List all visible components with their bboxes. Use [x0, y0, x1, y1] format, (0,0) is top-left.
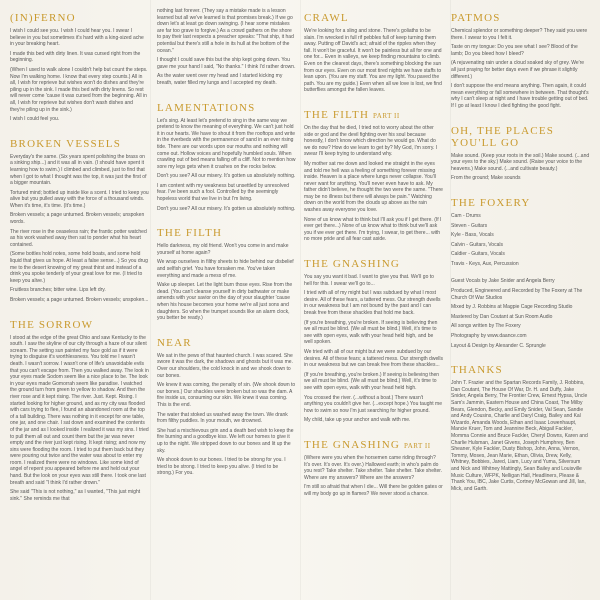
song-title-crawl: CRAWL [304, 12, 349, 24]
lyric-paragraph: I wish I could see you. I wish I could hear you. I swear I believe in you but sometimes it's hard with a king-sized ache in your breaking heart. [10, 28, 144, 48]
song-title-the-sorrow: THE SORROW [10, 318, 94, 331]
lyric-paragraph: (Some bottles hold notes, some hold boats, and some hold liquid that gives us hope. At least a false sense...) So you drug me to the desert knowing of my great thirst and instead of a drink you spoke tenderly of your great love for me. (I tried to keep you alive.) [10, 251, 148, 284]
band-member-credit: Kyle - Bass, Vocals [451, 232, 494, 239]
credit-layout: Layout & Design by Alexander C. Sprungle [451, 342, 546, 349]
lyric-paragraph: nothing last forever. (They say a mistake made is a lesson learned but all we've learned is that promises break.) If we go down let's at least go down swinging. (I hear some mistakes are far too grave to forgive.) As a crowd gathers on the shore to pay their last respects a preacher speaks: "That ship, it had potential but there's still a hole in its hull at the bottom of the ocean." [157, 8, 294, 54]
column-4 [451, 8, 590, 592]
credit-production: Produced, Engineered and Recorded by The Foxery at The Church Of War Studios [451, 288, 583, 301]
credit-mastering: Mastered by Dan Coutant at Sun Room Audio [451, 313, 553, 320]
song-title-the-filth-part-ii [304, 109, 443, 121]
lyric-paragraph: My mother sat me down and looked me straight in the eyes and told me hell was a feeling of something forever missing inside. Heaven is a place where lungs never collapse. You'll never want for anything. You'll never even have to ask. My father didn't believe, he thought the two were the same. "There may be no illness but there will always be pain." Watching down on the world from the clouds up above as the rain washes away everyone you love. [304, 160, 443, 214]
song-title-the-filth: THE FILTH [157, 227, 223, 240]
column-3 [304, 8, 443, 592]
song-title-near: NEAR [157, 336, 192, 349]
song-title-text: THE FILTH [304, 108, 370, 121]
lyric-paragraph: None of us know what to think but I'll ask you if I get there. (If I ever get there...) None of us know what to think but we'll ask you if we ever get there. I'm trying, I swear, to get there... with no more pride and all fear cast aside. [304, 216, 442, 243]
lyric-paragraph: Broken vessels; a page unturned. Broken vessels; unspoken words. [10, 212, 145, 226]
lyric-paragraph: You say you want it bad. I want to give you that. We'll go to hell for this. I swear we'll go to... [304, 274, 434, 287]
part-label: PART II [403, 441, 431, 450]
credit-songwriting: All songs written by The Foxery [451, 323, 521, 330]
song-title-broken-vessels: BROKEN VESSELS [10, 137, 122, 150]
section-title-thanks: THANKS [451, 364, 503, 377]
credit-guest-vocals: Guest Vocals by Jake Snider and Angela Berry [451, 278, 555, 285]
band-member-credit: Steven - Guitars [451, 222, 488, 229]
song-title-patmos: PATMOS [451, 12, 501, 24]
lyric-paragraph: As the water went over my head and I started kicking my breath, water filled my lungs and I accepted my death. [157, 73, 283, 86]
lyric-paragraph: We shook down to our bones. I tried to be strong for you. I tried to be strong. I tried to keep you alive. (I tried to be strong.) For you. [157, 457, 286, 477]
column-2 [157, 8, 296, 592]
lyric-paragraph: Make sound. (Keep your roots in the soil.) Make sound. (...and your eyes to the sky.) Make sound. (Raise your voice to the heavens.) Make sound. (...and cultivate beauty.) [451, 152, 590, 172]
lyric-paragraph: Everyday's the same. (Six years spent polishing the brass on a sinking ship...) and it was all in vain. (I should have spent it learning how to swim.) I climbed and climbed, just to find that when I got to what I thought was the top, it was just the first of a bigger mountain. [10, 153, 147, 187]
lyric-paragraph: (When I used to walk alone I couldn't help but count the steps. Now I'm walking home. I know that every step counts.) All in all, I wish for reprieve but wishes won't do dishes and they're piling up in the sink. I made this bed with dirty linens. So rest will never come 'cause it was cursed from the beginning. All in all, I wish for reprieve but wishes don't wash dishes and they're piling up in the sink.) [10, 66, 148, 113]
lyric-paragraph: I am content with my weakness but unsettled by unresolved fear. I've been such a fool. Controlled by the seemingly hopeless world that we live in but I'm living. [157, 182, 290, 203]
part-label: PART II [373, 111, 400, 120]
lyric-paragraph: I don't suppose the end means anything. Then again, it could mean everything or fall somewhere in between. That thought's why I can't sleep at night and I have trouble getting out of bed. If I go at least I know I died fighting the good fight. [451, 83, 589, 109]
band-member-credit: Caldier - Guitars, Vocals [451, 251, 505, 258]
fold-line [450, 0, 451, 600]
thanks-paragraph: John T. Frazier and the Spartan Records Family, J. Robbins, Dan Coutant, The House Of War, Dr. H. and Duffy, Jake Snider, Angela Berry, The Frontier Crew, Ernest Hypsa, Uncle Sam's Jammin, Eastern House and China Coast, The Milby Bears, Glendon, Becky, and Emily Snider, Val Sean, Sandie and Andy Cousins, Charlie and Daryl Craig, Bailey and Kal Wizardo, Amanda Woods, Ethan and Isaac Lowenhaupt, Mancie Kruer, Tom and Jeannine Beck, Abigail Fackler, Momma Connie and Bruce Fackler, Cheryl Downs, Karen and Charlie Hulsman, Janet Givens, Joseph Humphrey, Ben Sheaner, Kyle Fackler, Dusty Bishop, John, Anna, Vernon, Tommy, Moses, Jean Marie, Ethan, Olivia, Drew, Kelly, Whitney, Bobbies, Jared, Liam, Lucy and Yuma, Silversum and Nick and Whitney Mattingly, Sean Bailey and Louisville Music Culture, WFPK, Nelligan Hall, Headliners, Please & Thank You, IBC, Jake Curtis, Cortney McGowan and Jill, Ian, Mick, and Garth. [451, 380, 588, 492]
lyric-paragraph: She had a mischievous grin and a death bed wish to keep the fire burning and a goodbye kiss. We left our homes to give it up to the night. We stripped down to our bones and lit up the sky. [157, 427, 294, 454]
song-title-oh-the-places: OH, THE PLACES YOU'LL GO [451, 124, 555, 149]
fold-line [150, 0, 151, 600]
fold-line [300, 0, 301, 600]
lyric-paragraph: We tried with all of our might but we were subdued by our desires. All of these fears; a tattered mess. Our strength dwells in our weakness but we can break free from these shackles... [304, 348, 443, 369]
lyric-paragraph: We wrap ourselves in filthy sheets to hide behind our disbelief and selfish grief. You have forsaken me. You've taken everything and made a mess of me. [157, 259, 294, 279]
lyric-paragraph: You crossed the river. (...without a boat.) There wasn't anything you couldn't give her. (...except hope.) You taught me how to swim so now I'm just searching for higher ground. [304, 394, 442, 414]
lyric-paragraph: I tried with all of my might but I was subdued by what I most desire. All of these fears, a tattered mess. Our strength dwells in our weakness but I am not bound by the past and I can break free from these shackles that hold me back. [304, 290, 441, 316]
song-title-the-gnashing: THE GNASHING [304, 258, 400, 271]
band-member-credit: Cam - Drums [451, 212, 481, 219]
lyric-paragraph: (Where were you when the horsemen came riding through? It's over. It's over. It's over.) Hallowed earth; in who's palm do you rest? Take shelter. Take shelter. Take shelter. Take shelter. Where are my answers? Where are the answers? [304, 454, 443, 481]
lyric-paragraph: She said "This is not nothing," as I wanted, "This just might sink." She reminds me that [10, 489, 141, 502]
lyric-paragraph: Broken vessels; a page unturned. Broken vessels; unspoken... [10, 297, 149, 303]
lyric-paragraph: My child, take up your anchor and walk with me. [304, 417, 411, 424]
credit-photography: Photography by www.daance.com [451, 333, 527, 340]
lyric-paragraph: Don't you see? All our misery. It's gotten us absolutely nothing. [157, 173, 296, 180]
song-title-inferno: (IN)FERNO [10, 12, 76, 24]
lyric-paragraph: (A rejuvenating rain under a cloud soaked sky of grey. We're all just praying for better days even if we phrase it slightly different.) [451, 60, 585, 80]
lyric-paragraph: Let's sing. At least let's pretend to sing in the same way we pretend to know the meaning of everything. We can't just hold it in our hearts. We have to shout it from the rooftops and write in the riverbeds with the permanence of sand in an ever rising tide. There are our words upon our mouths and nothing will come out. Hollow voices and hopefully humbled souls. When crawling out of bed means falling off a cliff. Not to mention how sore my legs gets when it crashes on the rocks below. [157, 117, 296, 170]
lyric-paragraph: From the ground; Make sounds [451, 175, 521, 182]
lyric-paragraph: We knew it was coming, the penalty of sin. (We shook down to our bones.) Our shackles were broken but so was the dam. A fire inside us, consuming our skin. We knew it was coming. This is the end. [157, 382, 296, 408]
band-member-credit: Travis - Keys, Aux, Percussion [451, 260, 519, 267]
lyric-paragraph: Fruitless branches; bitter wine. Lips left dry. [10, 287, 106, 294]
lyric-paragraph: (If you're breathing, you're broken.) If seeing is believing then we all must be blind. (We all must be blind.) Well, it's time to see with open eyes, walk with your head held high. [304, 371, 440, 391]
lyric-paragraph: Tortured mind; bottled up inside like a scent. I tried to keep you alive but you pulled away with the force of a thousand winds. When it's time, it's time. (It's time.) [10, 189, 149, 209]
lyric-paragraph: I thought I could save this but the ship kept going down. You gave me your hand I said, "No thanks." I think I'd rather drown. [157, 57, 296, 70]
section-title-the-foxery: THE FOXERY [451, 196, 531, 209]
band-member-credit: Calvin - Guitars, Vocals [451, 241, 503, 248]
lyric-paragraph: I wish I could feel you. [10, 116, 60, 123]
lyric-paragraph: We're looking for a sling and stone. There's goliaths to be slain. I'm wrecked in full rif pebbles full of keep turning them away. Putting off David's act; afraid of the ripples when they fall. It won't be graceful. It won't be painless but all for one and one for... Even in valleys, we keep finding mountains to climb. Even on the clearest days, there's something blocking the sun from our eyes. Even on our most tired nights we have staffs to lean upon. (You are my staff. You are my light. You paved the path. You are my guide.) Even when all we love is lost, we find butterflies amongst the fallen leaves. [304, 28, 442, 94]
lyric-paragraph: (If you're breathing, you're broken. If seeing is believing then we all must be blind. (We all must be blind.) Well, it's time to see with open eyes, walk with your head held high, and be well spoken. [304, 319, 438, 346]
song-title-text: THE GNASHING [304, 438, 400, 451]
column-1 [10, 8, 149, 592]
song-title-lamentations: LAMENTATIONS [157, 101, 256, 114]
lyric-paragraph: I stood at the edge of the great Ohio and saw Kentucky to the south. I saw the skyline of our city through a haze of our silent scream. The setting sun painted my face gold as if it were trying to disguise it's worthlessness. You told me I wasn't death. I wasn't sorrow. I wasn't one of life's unavoidable evils that you can't escape from. Then you walked away. The look in your eyes made Sodom seem like a nice place to be. The look in your eyes made Gomorrah seem like paradise. I watched the ground turn from green to yellow to shadow. And then the river rose and it kept rising. The river. Just. Kept. Rising. I started looking for higher ground, and as my city was flooded with cars trying to flee, I found an abandoned room at the top of a tall building. There was nothing in it except for one table, one jar, and one chair. I sat down and examined the contents of the jar and as I looked inside I realized it was my sins. I tried to pull them all out and count them but the jar was never empty and the river just kept rising. It kept rising; and now my sins were flooding the room. I tried to put them back but they were pouring out twice and the water was about to enter my room. I realized there were no windows. Like some kind of angel of repent you appeared before me and held out your hand. But the look on your eyes was still there. I took one last breath and said "I think I'd rather drown." [10, 334, 149, 486]
lyric-paragraph: Wake up sleeper. Let the light burn those eyes. Rise from the dead. (You can't cleanse yourself in dirty bathwater or make amends with your savior on the day of your slaughter 'cause when his house becomes your home we're all just sons and daughters. So when the trumpet sounds like an alarm clock, you better be ready.) [157, 282, 293, 322]
credit-mixing: Mixed by J. Robbins at Magpie Cage Recording Studio [451, 304, 573, 311]
lyric-paragraph: Chemical splendor or something deeper? They said you were there. I swear to you I felt it. [451, 28, 588, 41]
lyric-paragraph: Don't you see? All our misery. It's gotten us absolutely nothing. [157, 205, 296, 212]
lyric-paragraph: On the day that he died, I tried not to worry about the other side or god and the devil fighting over his soul because honestly, I don't know which direction he would go. What do we do now? How do we learn to get by? My God, I'm sorry. I swear I'll keep trying to understand why. [304, 124, 438, 158]
lyric-paragraph: I made this bed with dirty linen. It was cursed right from the beginning. [10, 50, 141, 64]
lyric-paragraph: I'm still so afraid that when I die... Will there be golden gates or will my body go up in flames? We never stood a chance. [304, 484, 443, 497]
lyric-paragraph: Taste on my tongue: Do you see what I see? Blood of the lamb; Do you bleed how I bleed? [451, 44, 578, 57]
song-title-the-gnashing-part-ii [304, 439, 443, 451]
lyric-paragraph: Hello darkness, my old friend. Won't you come in and make yourself at home again? [157, 243, 289, 256]
lyric-paragraph: The river rose in the ceaseless rain; the frantic potter watched as his work washed away then sat to ponder what his heart contained. [10, 228, 147, 248]
lyric-paragraph: We sat in the pews of that haunted church. I was scared. She swore it was the dark, the shadows and ghosts but it was me. Over our shoulders, the cold knock in and we shook down to our bones. [157, 352, 293, 379]
lyric-paragraph: The water that stoked us washed away the town. We drank from filthy puddles. In your mouth, we drowned. [157, 411, 288, 425]
